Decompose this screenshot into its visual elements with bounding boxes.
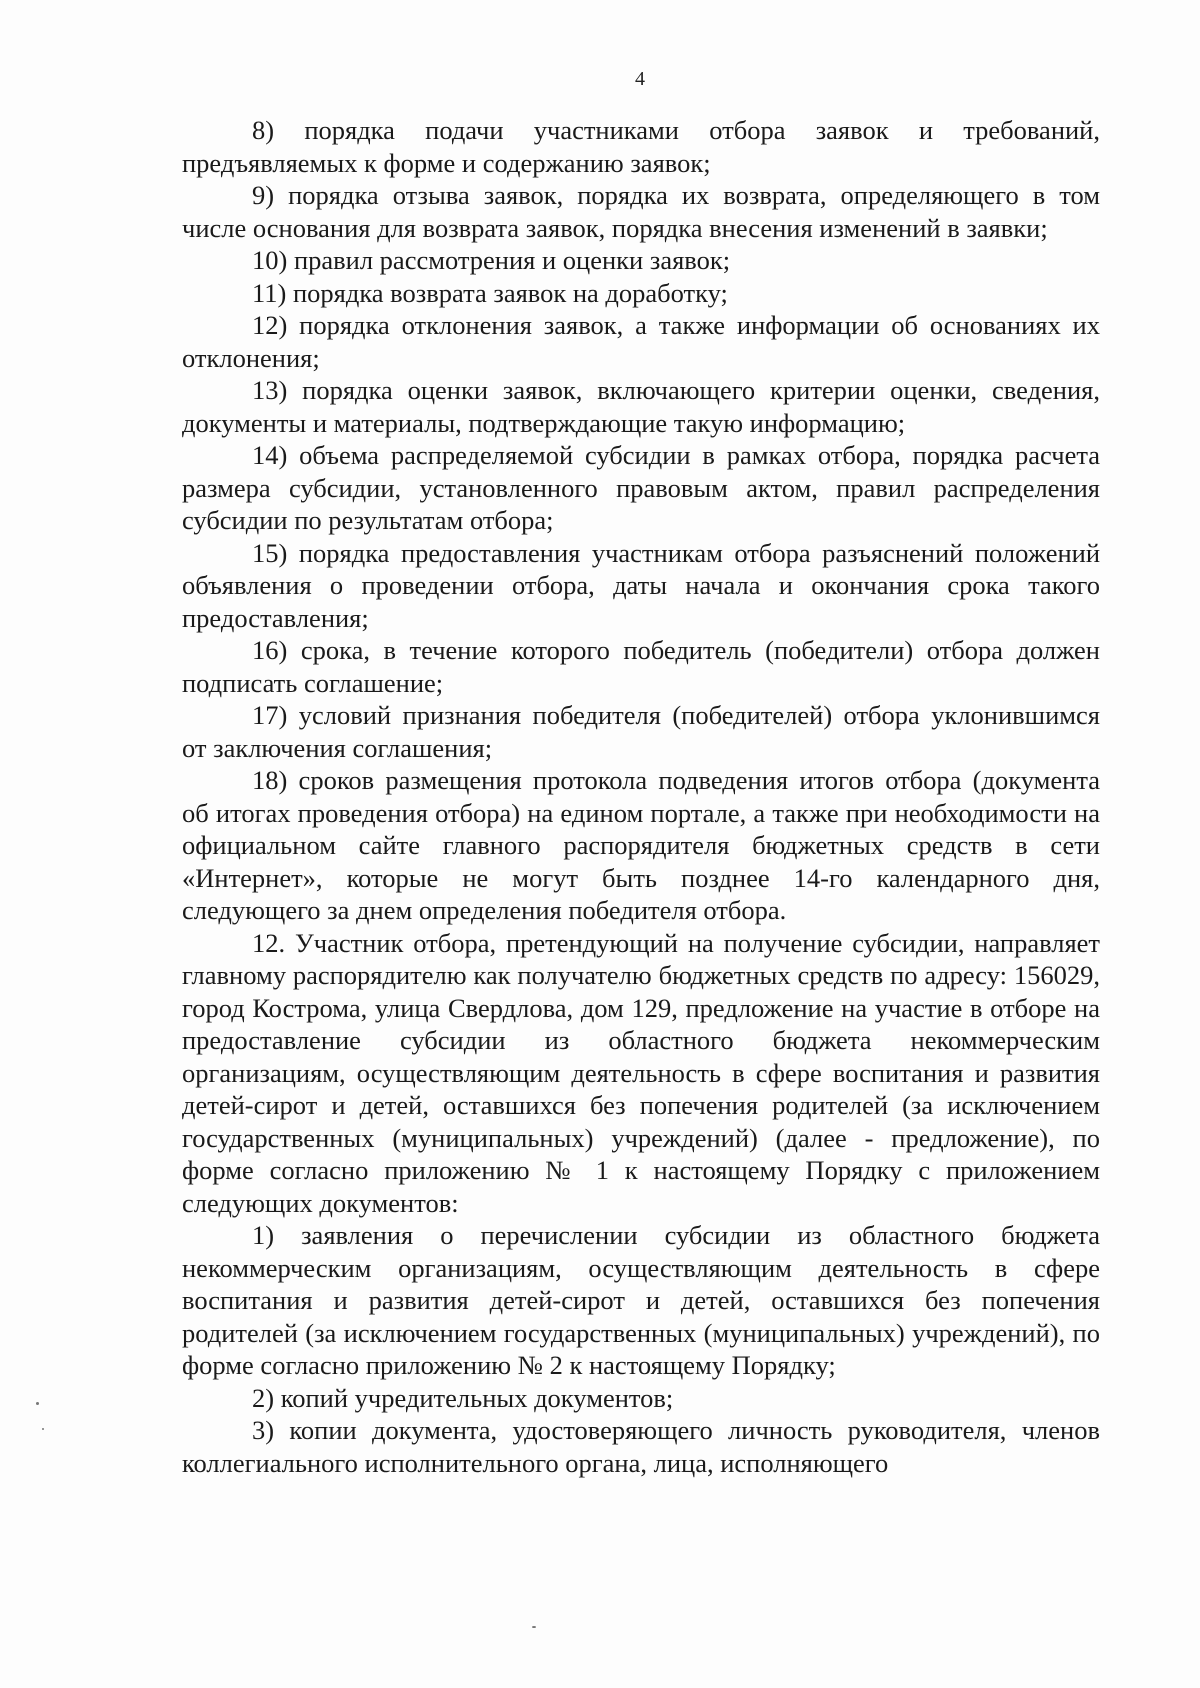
scan-speck (532, 1626, 536, 1628)
paragraph-doc-item-2: 2) копий учредительных документов; (252, 1382, 674, 1413)
paragraph-item-9: 9) порядка отзыва заявок, порядка их возврата, определяющего в том числе основания для возврата заявок, порядка внесения изменений в заявки; (182, 180, 1100, 243)
scan-speck (42, 1428, 44, 1430)
paragraph-item-12: 12) порядка отклонения заявок, а также информации об основаниях их отклонения; (182, 310, 1100, 373)
paragraph-doc-item-3: 3) копии документа, удостоверяющего личность руководителя, членов коллегиального исполнительного органа, лица, исполняющего (182, 1415, 1100, 1478)
paragraph-item-18: 18) сроков размещения протокола подведения итогов отбора (документа об итогах проведения отбора) на едином портале, а также при необходимости на официальном сайте главного распорядителя бюджетных средств в сети «Интернет», которые не могут быть позднее 14-го календарного дня, следующего за днем определения победителя отбора. (182, 765, 1100, 925)
paragraph-section-12: 12. Участник отбора, претендующий на получение субсидии, направляет главному распорядителю как получателю бюджетных средств по адресу: 156029, город Кострома, улица Свердлова, дом 129, предложение на участие в отборе на предоставление субсидии из областного бюджета некоммерческим организациям, осуществляющим деятельность в сфере воспитания и развития детей-сирот и детей, оставшихся без попечения родителей (за исключением государственных (муниципальных) учреждений) (далее - предложение), по форме согласно приложению № 1 к настоящему Порядку с приложением следующих документов: (182, 927, 1100, 1218)
paragraph-item-10: 10) правил рассмотрения и оценки заявок; (252, 245, 731, 275)
document-body (182, 114, 1100, 1479)
paragraph-item-15: 15) порядка предоставления участникам отбора разъяснений положений объявления о проведении отбора, даты начала и окончания срока такого предоставления; (182, 537, 1100, 633)
paragraph-item-11: 11) порядка возврата заявок на доработку; (252, 277, 728, 308)
paragraph-item-17: 17) условий признания победителя (победителей) отбора уклонившимся от заключения соглашения; (182, 700, 1100, 763)
paragraph-item-16: 16) срока, в течение которого победитель (победители) отбора должен подписать соглашение; (182, 635, 1100, 698)
scan-speck (36, 1402, 39, 1405)
page-number: 4 (635, 68, 645, 90)
paragraph-doc-item-1: 1) заявления о перечислении субсидии из областного бюджета некоммерческим организациям, осуществляющим деятельность в сфере воспитания и развития детей-сирот и детей, оставшихся без попечения родителей (за исключением государственных (муниципальных) учреждений), по форме согласно приложению № 2 к настоящему Порядку; (182, 1220, 1100, 1380)
paragraph-item-13: 13) порядка оценки заявок, включающего критерии оценки, сведения, документы и материалы, подтверждающие такую информацию; (182, 375, 1100, 438)
paragraph-item-14: 14) объема распределяемой субсидии в рамках отбора, порядка расчета размера субсидии, установленного правовым актом, правил распределения субсидии по результатам отбора; (182, 440, 1100, 535)
paragraph-item-8: 8) порядка подачи участниками отбора заявок и требований, предъявляемых к форме и содержанию заявок; (182, 115, 1100, 178)
